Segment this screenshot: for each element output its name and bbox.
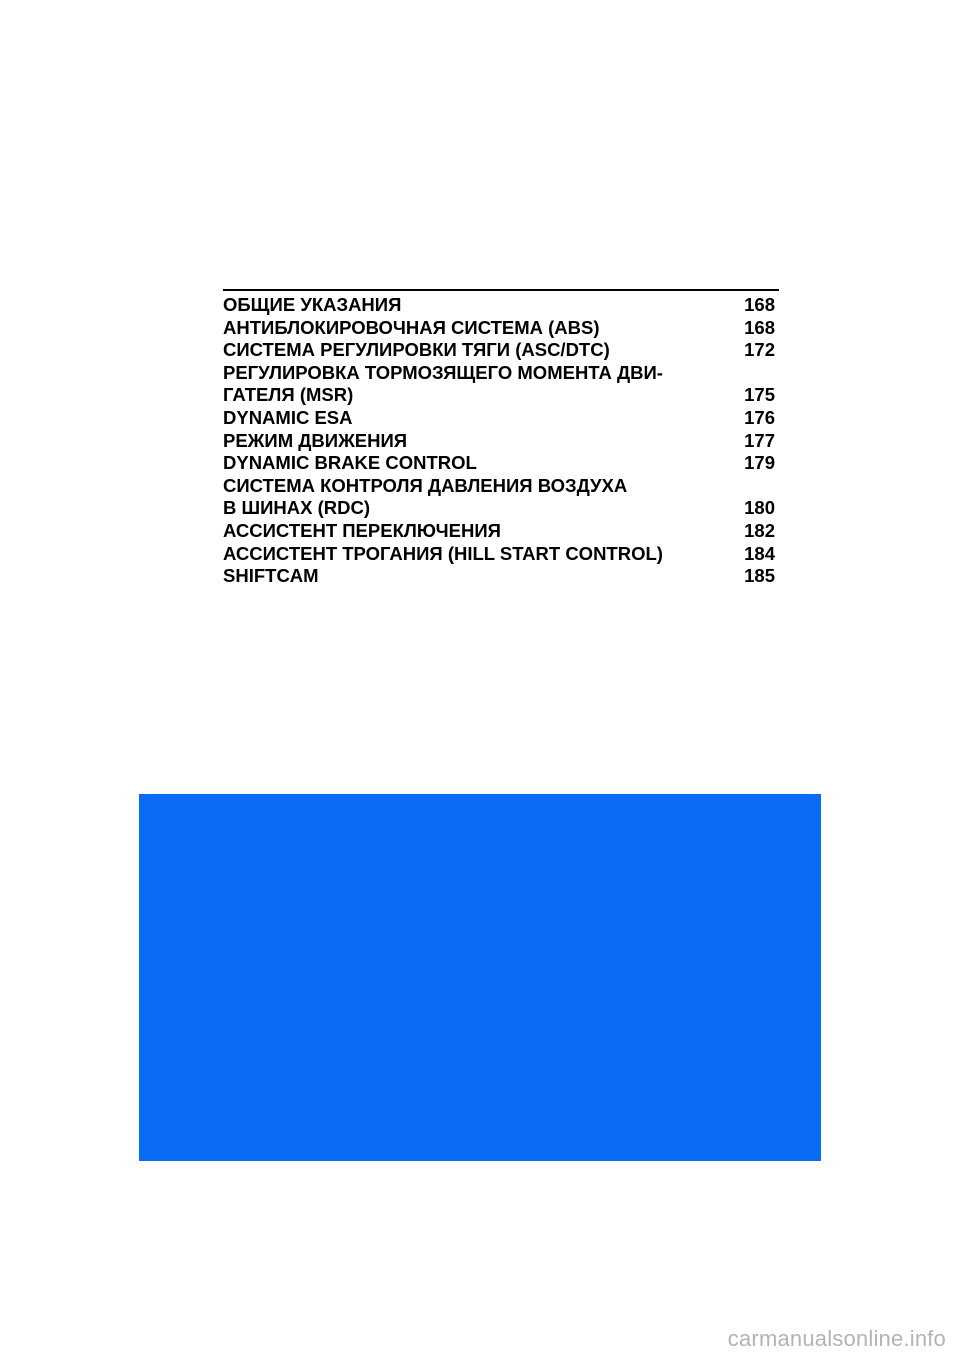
toc-entry-title: [223, 362, 663, 407]
toc-entry-title-line: РЕЖИМ ДВИЖЕНИЯ: [223, 429, 408, 451]
toc-entry-page-number: 184: [744, 542, 775, 564]
toc-entry-title: [223, 430, 407, 453]
toc-entry-title-line: ОБЩИЕ УКАЗАНИЯ: [223, 294, 402, 315]
toc-entry-page-number: 168: [744, 294, 775, 315]
toc-entry[interactable]: [223, 475, 779, 520]
toc-entry-title-line: АНТИБЛОКИРОВОЧНАЯ СИСТЕМА (ABS): [223, 316, 600, 338]
toc-entry-page-number: 176: [744, 406, 775, 428]
toc-entry[interactable]: [223, 520, 779, 543]
toc-entry-title-line: В ШИНАХ (RDC): [223, 497, 370, 519]
toc-entry-title: [223, 520, 501, 543]
toc-entry[interactable]: [223, 339, 779, 362]
toc-entry-title-line: СИСТЕМА КОНТРОЛЯ ДАВЛЕНИЯ ВОЗДУХА: [223, 474, 628, 496]
toc-entry-title: [223, 294, 401, 317]
toc-entry-page-number: 185: [744, 565, 775, 587]
toc-entry-page-number: 175: [744, 384, 775, 406]
toc-entry-title: [223, 339, 610, 362]
toc-entry-title-line: SHIFTCAM: [223, 565, 319, 587]
toc-entry-page-number: 177: [744, 429, 775, 451]
toc-entry-title: [223, 565, 319, 588]
toc-entry-title: [223, 407, 353, 430]
toc-entry-title-line: DYNAMIC ESA: [223, 406, 353, 428]
toc-entry-page-number: 182: [744, 519, 775, 541]
toc-entry-title: [223, 475, 627, 520]
toc-entry[interactable]: [223, 452, 779, 475]
toc-entry-title: [223, 317, 600, 340]
toc-entry-title: [223, 452, 477, 475]
toc-entry[interactable]: [223, 407, 779, 430]
toc-entry[interactable]: [223, 543, 779, 566]
toc-entry-page-number: 172: [744, 339, 775, 361]
toc-entry-title-line: АССИСТЕНТ ПЕРЕКЛЮЧЕНИЯ: [223, 519, 501, 541]
watermark-text: carmanualsonline.info: [727, 1326, 946, 1351]
toc-entry-page-number: 179: [744, 452, 775, 474]
toc-entry-page-number: 168: [744, 316, 775, 338]
table-of-contents: [223, 289, 779, 588]
toc-entry-title-line: ГАТЕЛЯ (MSR): [223, 384, 354, 406]
toc-entry[interactable]: [223, 362, 779, 407]
toc-entry[interactable]: [223, 294, 779, 317]
toc-entry[interactable]: [223, 430, 779, 453]
toc-entry-page-number: 180: [744, 497, 775, 519]
toc-entry-title-line: РЕГУЛИРОВКА ТОРМОЗЯЩЕГО МОМЕНТА ДВИ-: [223, 361, 663, 383]
toc-entry[interactable]: [223, 565, 779, 588]
toc-entry-title-line: АССИСТЕНТ ТРОГАНИЯ (HILL START CONTROL): [223, 542, 663, 564]
toc-entry-title-line: DYNAMIC BRAKE CONTROL: [223, 452, 477, 474]
chapter-color-block: [139, 794, 821, 1161]
toc-entry-title-line: СИСТЕМА РЕГУЛИРОВКИ ТЯГИ (ASC/DTC): [223, 339, 610, 361]
toc-entry-title: [223, 543, 663, 566]
toc-entry[interactable]: [223, 317, 779, 340]
